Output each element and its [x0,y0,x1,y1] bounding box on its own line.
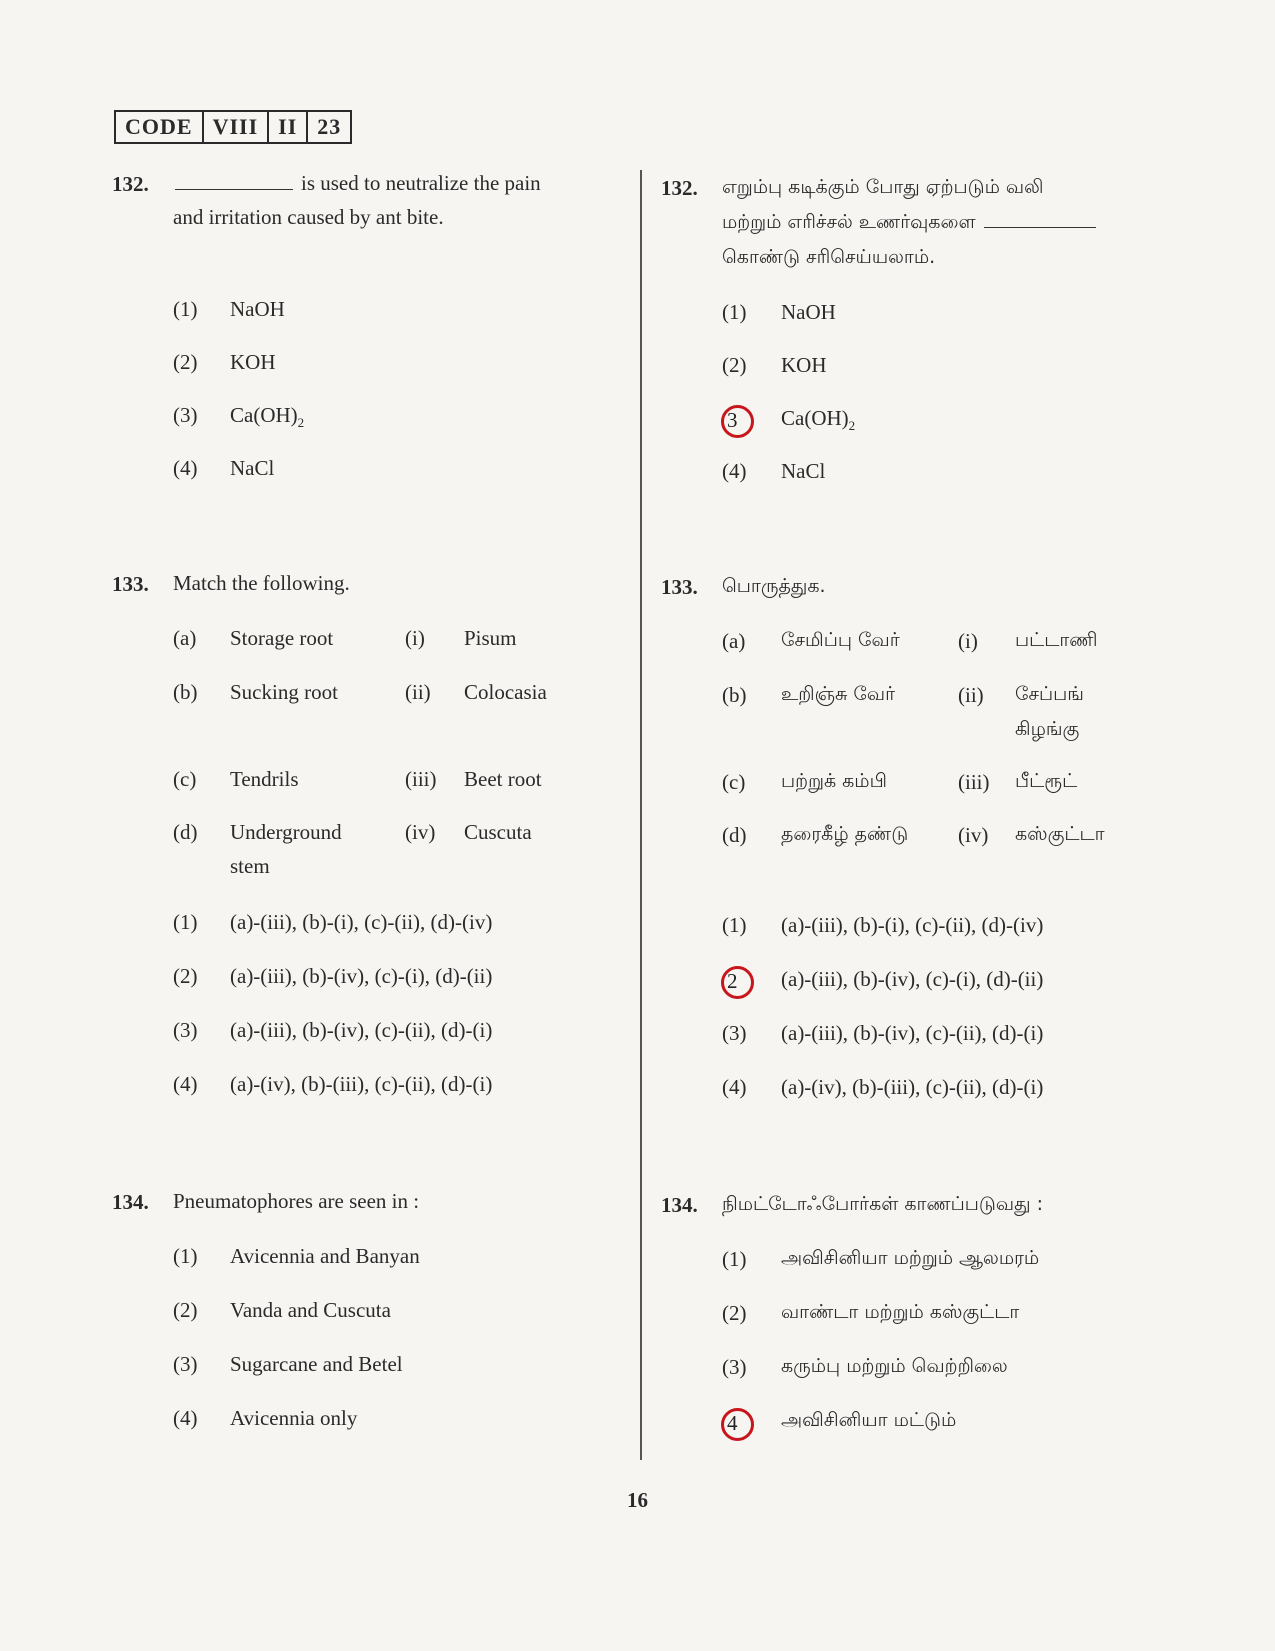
match-value: பட்டாணி [1015,629,1098,651]
option-number: (1) [173,910,198,934]
match-label: (c) [722,770,746,794]
code-cell: II [267,112,306,142]
question-number: 132. [112,172,149,196]
answer-circle-icon: 4 [727,1411,738,1435]
option-text: வாண்டா மற்றும் கஸ்குட்டா [781,1301,1020,1323]
match-label: (c) [173,767,197,791]
option-text: (a)-(iii), (b)-(iv), (c)-(ii), (d)-(i) [230,1018,493,1042]
question-text-line2: and irritation caused by ant bite. [173,205,444,229]
match-item: Tendrils [230,767,299,791]
option-text: Sugarcane and Betel [230,1352,403,1376]
question-number: 132. [661,176,698,200]
match-value-line2: கிழங்கு [1015,718,1080,740]
option-number: (3) [173,1352,198,1376]
option-number: (4) [722,1075,747,1099]
question-text: எறும்பு கடிக்கும் போது ஏற்படும் வலி [722,176,1044,198]
match-item: தரைகீழ் தண்டு [781,823,909,845]
match-roman: (i) [405,626,425,650]
code-cell: CODE [125,114,193,139]
match-item: Storage root [230,626,334,650]
option-number: (3) [173,1018,198,1042]
option-text: (a)-(iv), (b)-(iii), (c)-(ii), (d)-(i) [781,1075,1044,1099]
question-number: 134. [661,1193,698,1217]
option-number: (2) [173,350,198,374]
option-number: (1) [722,913,747,937]
option-number: (2) [722,1301,747,1325]
option-text: Avicennia and Banyan [230,1244,420,1268]
question-number: 134. [112,1190,149,1214]
option-text: அவிசினியா மற்றும் ஆலமரம் [781,1247,1040,1269]
option-text: $Ca(OH)_2$ [230,403,305,431]
option-number: (1) [722,300,747,324]
match-item: பற்றுக் கம்பி [781,770,887,792]
code-cell: 23 [306,112,350,142]
match-label: (a) [173,626,197,650]
match-roman: (iv) [405,820,436,844]
match-item: Sucking root [230,680,338,704]
option-number: (3) [722,1021,747,1045]
match-value: பீட்ரூட் [1015,770,1078,792]
match-value: Beet root [464,767,542,791]
question-number: 133. [112,572,149,596]
option-number: (3) [173,403,198,427]
answer-circle-icon: 3 [727,408,738,432]
option-number: (4) [173,1406,198,1430]
match-value: Colocasia [464,680,547,704]
option-text: கரும்பு மற்றும் வெற்றிலை [781,1355,1008,1377]
column-divider [640,170,642,1460]
match-roman: (ii) [958,683,984,707]
match-label: (d) [173,820,198,844]
answer-circle-icon: 2 [727,969,738,993]
answer-blank [984,211,1096,228]
question-number: 133. [661,575,698,599]
match-value: கஸ்குட்டா [1015,823,1105,845]
match-label: (b) [173,680,198,704]
page-number: 16 [627,1488,648,1512]
option-number: (2) [173,1298,198,1322]
match-roman: (i) [958,629,978,653]
match-item: சேமிப்பு வேர் [781,629,900,651]
option-number: (1) [173,297,198,321]
question-text: is used to neutralize the pain [173,166,541,200]
question-text-line2: மற்றும் எரிச்சல் உணர்வுகளை [722,211,1096,236]
option-number: (4) [173,456,198,480]
match-item: Underground [230,820,342,844]
option-text: (a)-(iii), (b)-(iv), (c)-(i), (d)-(ii) [781,967,1044,991]
question-text-line3: கொண்டு சரிசெய்யலாம். [722,246,936,268]
match-roman: (ii) [405,680,431,704]
question-text: நிமட்டோஃபோர்கள் காணப்படுவது : [722,1193,1043,1215]
option-text: NaCl [230,456,275,480]
match-item-line2: stem [230,854,270,878]
match-roman: (iii) [958,770,990,794]
match-value: சேப்பங் [1015,683,1084,705]
option-text: (a)-(iv), (b)-(iii), (c)-(ii), (d)-(i) [230,1072,493,1096]
option-text: Vanda and Cuscuta [230,1298,391,1322]
question-text: Pneumatophores are seen in : [173,1189,420,1213]
question-text: Match the following. [173,571,350,595]
question-text: பொருத்துக. [722,575,826,597]
match-label: (d) [722,823,747,847]
option-text: KOH [230,350,276,374]
option-number: (3) [722,1355,747,1379]
option-text: NaOH [230,297,285,321]
answer-blank [175,171,293,190]
option-text: Avicennia only [230,1406,358,1430]
option-text: (a)-(iii), (b)-(i), (c)-(ii), (d)-(iv) [230,910,493,934]
code-box [114,110,352,144]
match-roman: (iv) [958,823,989,847]
option-number: (1) [722,1247,747,1271]
option-text: NaCl [781,459,826,483]
option-text: $Ca(OH)_2$ [781,406,856,434]
match-label: (b) [722,683,747,707]
option-text: KOH [781,353,827,377]
option-number: (4) [173,1072,198,1096]
option-number: (2) [173,964,198,988]
option-text: (a)-(iii), (b)-(iv), (c)-(ii), (d)-(i) [781,1021,1044,1045]
match-label: (a) [722,629,746,653]
option-number: (2) [722,353,747,377]
match-value: Cuscuta [464,820,532,844]
match-item: உறிஞ்சு வேர் [781,683,896,705]
match-roman: (iii) [405,767,437,791]
option-text: அவிசினியா மட்டும் [781,1409,957,1431]
match-value: Pisum [464,626,517,650]
option-text: (a)-(iii), (b)-(i), (c)-(ii), (d)-(iv) [781,913,1044,937]
option-number: (4) [722,459,747,483]
option-text: (a)-(iii), (b)-(iv), (c)-(i), (d)-(ii) [230,964,493,988]
option-text: NaOH [781,300,836,324]
option-number: (1) [173,1244,198,1268]
code-cell: VIII [202,112,268,142]
